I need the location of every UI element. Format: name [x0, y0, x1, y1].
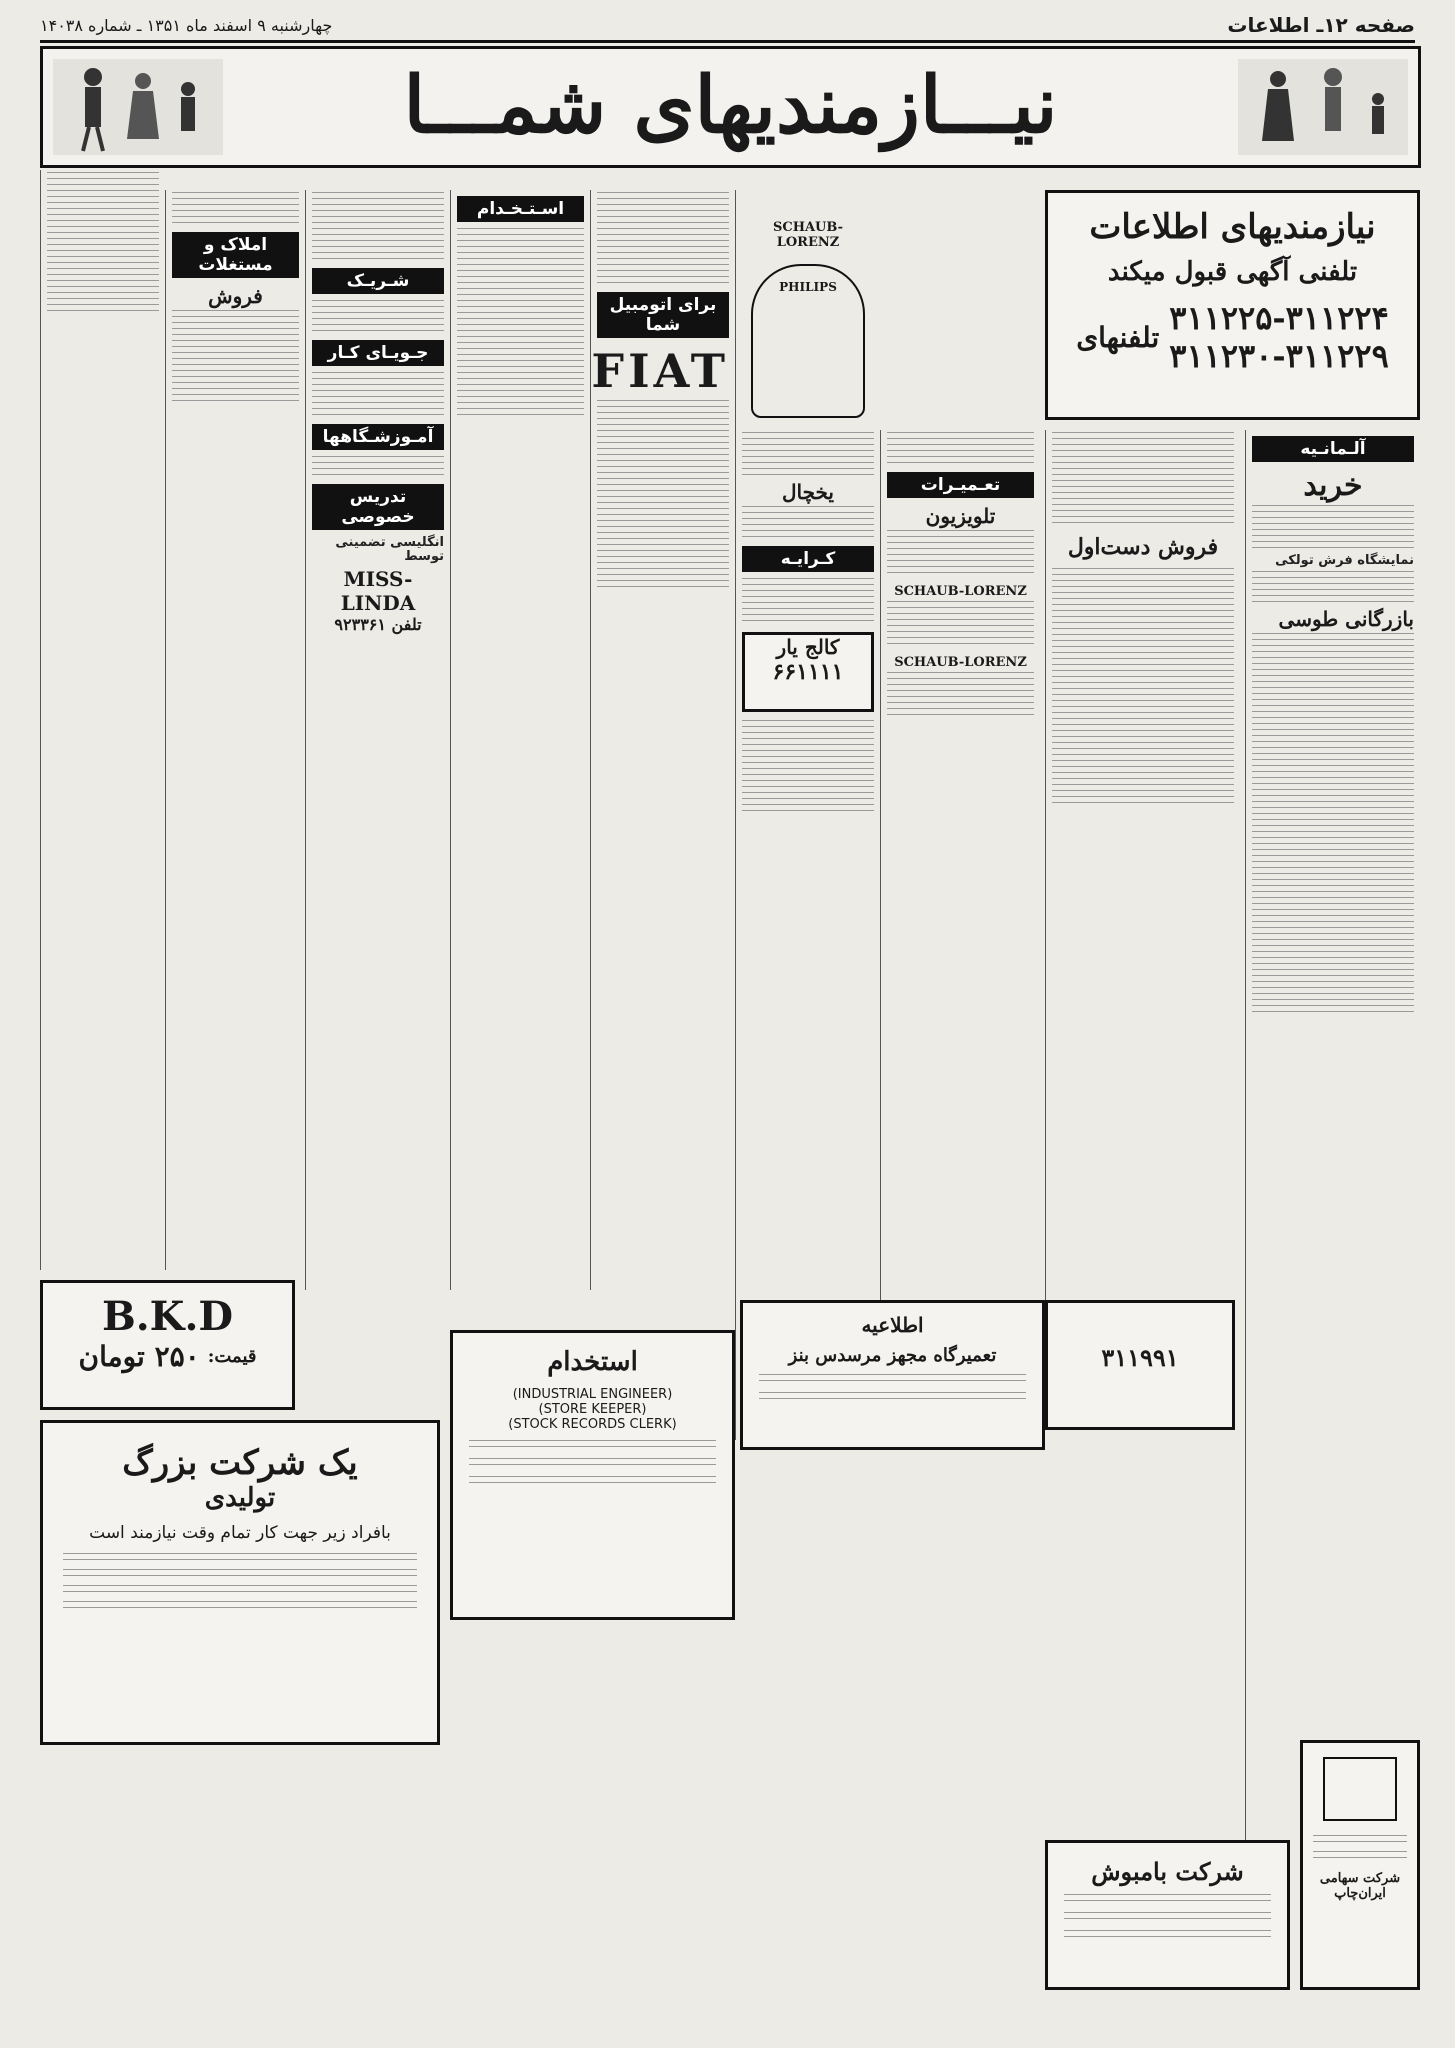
big-co-title: یک شرکت بزرگ — [122, 1443, 358, 1483]
phones-2: ۳۱۱۲۳۰-۳۱۱۲۲۹ — [1169, 337, 1389, 375]
bambosh-ad — [1045, 1840, 1290, 1990]
column-3 — [880, 430, 1040, 1430]
section-property: املاک و مستغلات — [172, 232, 299, 278]
notice-phones — [1048, 299, 1417, 375]
fiat-logo: FIAT — [591, 344, 729, 398]
hiring-1: (INDUSTRIAL ENGINEER) — [512, 1387, 673, 1402]
section-tv: تلویزیون — [925, 504, 996, 528]
section-sell-second: فروش دست‌اول — [1067, 534, 1219, 560]
philips-logo: PHILIPS — [779, 280, 837, 294]
banner-title: نیـــازمندیهای شمـــا — [403, 59, 1058, 151]
section-tusi: بازرگانی طوسی — [1278, 607, 1414, 631]
page-header — [40, 10, 1415, 43]
column-6 — [450, 190, 590, 1290]
section-furniture-exhibit: نمایشگاه فرش تولکی — [1275, 553, 1414, 568]
shabro-phone: ۳۱۱۹۹۱ — [1101, 1343, 1179, 1372]
section-car-rental: کـرایـه — [742, 546, 874, 572]
notice-box — [1045, 190, 1420, 420]
column-4 — [735, 190, 880, 1440]
column-8 — [165, 190, 305, 1270]
miss-linda-phone: تلفن ۹۲۳۳۶۱ — [334, 615, 422, 634]
bkd-label: قیمت: — [207, 1346, 257, 1367]
hiring-title: استخدام — [547, 1347, 638, 1377]
kaleh-ad — [742, 632, 874, 712]
benz-title: تعمیرگاه مجهز مرسدس بنز — [788, 1345, 997, 1366]
section-repairs: تعـمیـرات — [887, 472, 1034, 498]
bkd-ad — [40, 1280, 295, 1410]
big-co-line: بافراد زیر جهت کار تمام وقت نیازمند است — [89, 1523, 391, 1543]
section-training: آمـوزشـگاهها — [312, 424, 444, 450]
decorative-figures-right — [1238, 59, 1408, 155]
section-hire: اسـتـخـدام — [457, 196, 584, 222]
section-partner: شـریـک — [312, 268, 444, 294]
schaub-logo-2: SCHAUB-LORENZ — [894, 655, 1027, 670]
phones-1: ۳۱۱۲۲۵-۳۱۱۲۲۴ — [1169, 299, 1389, 337]
issue-date: چهارشنبه ۹ اسفند ماه ۱۳۵۱ ـ شماره ۱۴۰۳۸ — [40, 15, 333, 35]
phones-label: تلفنهای — [1076, 320, 1160, 354]
bkd-price: ۲۵۰ تومان — [78, 1340, 200, 1373]
hiring-2: (STORE KEEPER) — [538, 1402, 647, 1417]
column-7 — [305, 190, 450, 1290]
bkd-title: B.K.D — [101, 1293, 234, 1340]
big-company-ad — [40, 1420, 440, 1745]
schaub-logo-3: SCHAUB-LORENZ — [772, 220, 844, 250]
english-private: انگلیسی تضمینی توسط — [335, 535, 444, 564]
shabro-ad — [1045, 1300, 1235, 1430]
section-private-tutor: تدریس خصوصی — [312, 484, 444, 530]
miss-linda: MISS-LINDA — [340, 567, 416, 615]
section-job-seek: جـویـای کـار — [312, 340, 444, 366]
philips-ad — [751, 264, 865, 418]
section-foreign: آلـمانـیه — [1252, 436, 1414, 462]
notice-sub: تلفنی آگهی قبول میکند — [1107, 257, 1358, 287]
notice-title: نیازمندیهای اطلاعات — [1089, 207, 1376, 247]
section-sale: فروش — [208, 284, 263, 308]
info-box — [740, 1300, 1045, 1450]
kaleh-title: کالج یار — [776, 635, 840, 659]
section-iran-type: تولیدی — [204, 1483, 276, 1513]
hiring-3: (STOCK RECORDS CLERK) — [508, 1417, 677, 1432]
info-title: اطلاعیه — [861, 1313, 924, 1337]
page-label: صفحه ۱۲ـ اطلاعات — [1227, 13, 1415, 37]
kaleh-phone: ۶۶۱۱۱۱ — [772, 659, 844, 685]
schaub-logo: SCHAUB-LORENZ — [894, 584, 1027, 599]
iran-chap-title: شرکت سهامی ایران‌چاپ — [1319, 1871, 1401, 1901]
column-9 — [40, 170, 165, 1270]
section-ice: یخچال — [781, 480, 834, 504]
decorative-figures-left — [53, 59, 223, 155]
hiring-box — [450, 1330, 735, 1620]
classifieds-banner — [40, 46, 1421, 168]
bambosh-title: شرکت بامبوش — [1091, 1857, 1244, 1886]
column-1 — [1245, 430, 1420, 1870]
column-2 — [1045, 430, 1240, 1430]
iran-chap-ad — [1300, 1740, 1420, 1990]
column-5 — [590, 190, 735, 1290]
section-buy: خرید — [1303, 468, 1363, 503]
section-cars: برای اتومبیل شما — [597, 292, 729, 338]
